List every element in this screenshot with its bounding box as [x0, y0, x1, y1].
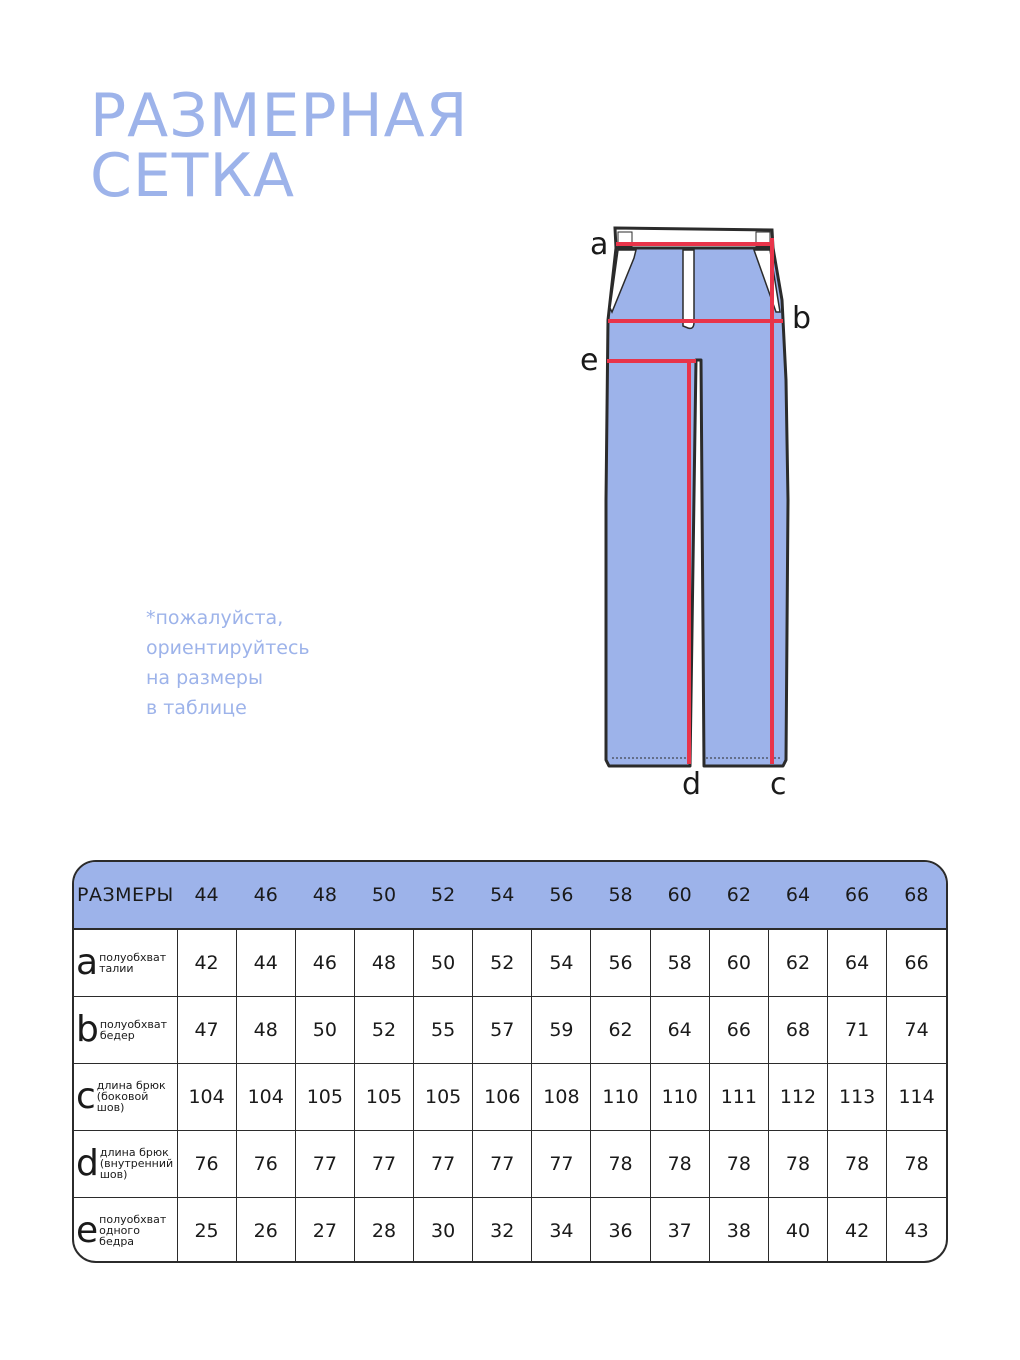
table-cell: 25 [177, 1197, 236, 1263]
table-cell: 66 [709, 996, 768, 1063]
note-line: *пожалуйста, [146, 607, 284, 629]
measure-description [99, 1214, 166, 1247]
table-cell: 50 [414, 929, 473, 996]
table-cell: 28 [354, 1197, 413, 1263]
row-header [74, 929, 177, 996]
label-a: a [590, 227, 609, 262]
table-cell: 43 [887, 1197, 946, 1263]
table-cell: 66 [887, 929, 946, 996]
note-line: на размеры [146, 667, 263, 689]
table-cell: 78 [591, 1130, 650, 1197]
table-cell: 78 [650, 1130, 709, 1197]
table-cell: 110 [591, 1063, 650, 1130]
table-cell: 105 [354, 1063, 413, 1130]
table-cell: 54 [532, 929, 591, 996]
size-header-cell: 52 [414, 862, 473, 929]
table-cell: 46 [295, 929, 354, 996]
table-cell: 64 [828, 929, 887, 996]
measure-description [97, 1080, 166, 1113]
table-cell: 62 [591, 996, 650, 1063]
table-cell: 60 [709, 929, 768, 996]
size-header-cell: 60 [650, 862, 709, 929]
measure-description-line: длина брюк [99, 1146, 169, 1159]
table-cell: 57 [473, 996, 532, 1063]
measure-description-line: полуобхват [99, 1017, 167, 1031]
measure-description [100, 1147, 173, 1180]
table-cell: 32 [473, 1197, 532, 1263]
table-cell: 27 [295, 1197, 354, 1263]
table-cell: 77 [532, 1130, 591, 1197]
measure-letter: d [76, 1142, 99, 1184]
table-row [74, 1197, 946, 1263]
measure-letter: c [76, 1075, 96, 1117]
size-header-row [74, 862, 946, 929]
measure-description-line: одного [99, 1224, 140, 1238]
measure-description-line: шов) [99, 1168, 128, 1181]
row-header [74, 996, 177, 1063]
table-cell: 78 [887, 1130, 946, 1197]
size-header-cell: 46 [236, 862, 295, 929]
title-line-1: РАЗМЕРНАЯ [90, 81, 469, 151]
measure-description [100, 1019, 167, 1041]
table-cell: 26 [236, 1197, 295, 1263]
measure-description-line: шов) [96, 1101, 125, 1114]
table-cell: 105 [414, 1063, 473, 1130]
table-cell: 76 [177, 1130, 236, 1197]
size-header-cell: 58 [591, 862, 650, 929]
table-cell: 77 [354, 1130, 413, 1197]
table-cell: 105 [295, 1063, 354, 1130]
measure-description-line: полуобхват [99, 1213, 167, 1227]
table-cell: 36 [591, 1197, 650, 1263]
table-row [74, 1063, 946, 1130]
label-c: c [770, 767, 787, 802]
measure-description [99, 952, 166, 974]
table-cell: 77 [473, 1130, 532, 1197]
table-cell: 111 [709, 1063, 768, 1130]
table-cell: 40 [768, 1197, 827, 1263]
table-cell: 108 [532, 1063, 591, 1130]
size-header-cell: 48 [295, 862, 354, 929]
fly [683, 250, 694, 328]
table-cell: 106 [473, 1063, 532, 1130]
table-cell: 30 [414, 1197, 473, 1263]
table-cell: 56 [591, 929, 650, 996]
table-cell: 77 [295, 1130, 354, 1197]
table-cell: 42 [828, 1197, 887, 1263]
title-line-2: СЕТКА [90, 141, 296, 211]
measure-description-line: бедер [99, 1028, 135, 1042]
sizes-header-label: РАЗМЕРЫ [74, 862, 177, 929]
row-header [74, 1197, 177, 1263]
table-cell: 76 [236, 1130, 295, 1197]
table-cell: 110 [650, 1063, 709, 1130]
size-header-cell: 50 [354, 862, 413, 929]
table-cell: 78 [709, 1130, 768, 1197]
table-cell: 38 [709, 1197, 768, 1263]
measure-letter: a [76, 941, 99, 983]
measure-description-line: длина брюк [96, 1079, 166, 1092]
table-cell: 62 [768, 929, 827, 996]
table-cell: 104 [236, 1063, 295, 1130]
size-header-cell: 54 [473, 862, 532, 929]
table-cell: 52 [354, 996, 413, 1063]
row-header [74, 1130, 177, 1197]
table-cell: 44 [236, 929, 295, 996]
page-title [90, 81, 469, 211]
size-header-cell: 56 [532, 862, 591, 929]
measure-letter: b [76, 1008, 99, 1050]
table-cell: 55 [414, 996, 473, 1063]
table-cell: 50 [295, 996, 354, 1063]
table-cell: 78 [828, 1130, 887, 1197]
table-cell: 114 [887, 1063, 946, 1130]
table-row [74, 929, 946, 996]
measure-description-line: (боковой [96, 1090, 149, 1103]
row-header [74, 1063, 177, 1130]
table-cell: 74 [887, 996, 946, 1063]
size-header-cell: 66 [828, 862, 887, 929]
table-cell: 77 [414, 1130, 473, 1197]
table-cell: 112 [768, 1063, 827, 1130]
table-cell: 59 [532, 996, 591, 1063]
table-cell: 52 [473, 929, 532, 996]
table-cell: 34 [532, 1197, 591, 1263]
table-cell: 64 [650, 996, 709, 1063]
measure-description-line: талии [99, 961, 134, 975]
label-b: b [792, 301, 812, 336]
table-cell: 58 [650, 929, 709, 996]
table-cell: 37 [650, 1197, 709, 1263]
table-cell: 71 [828, 996, 887, 1063]
measure-description-line: полуобхват [99, 950, 167, 964]
table-cell: 42 [177, 929, 236, 996]
table-cell: 78 [768, 1130, 827, 1197]
table-row [74, 1130, 946, 1197]
measure-description-line: бедра [99, 1235, 135, 1249]
table-cell: 47 [177, 996, 236, 1063]
label-e: e [580, 343, 599, 378]
table-cell: 48 [354, 929, 413, 996]
size-header-cell: 44 [177, 862, 236, 929]
label-d: d [682, 767, 702, 802]
size-header-cell: 64 [768, 862, 827, 929]
table-row [74, 996, 946, 1063]
size-header-cell: 68 [887, 862, 946, 929]
measure-description-line: (внутренний [99, 1157, 174, 1170]
measure-letter: e [76, 1209, 99, 1251]
table-cell: 48 [236, 996, 295, 1063]
size-header-cell: 62 [709, 862, 768, 929]
note-line: в таблице [146, 697, 247, 719]
size-table [72, 860, 948, 1263]
table-cell: 104 [177, 1063, 236, 1130]
pants-diagram [570, 220, 830, 810]
size-note [146, 603, 310, 723]
table-cell: 113 [828, 1063, 887, 1130]
pants-body [606, 248, 788, 766]
table-cell: 68 [768, 996, 827, 1063]
note-line: ориентируйтесь [146, 637, 310, 659]
